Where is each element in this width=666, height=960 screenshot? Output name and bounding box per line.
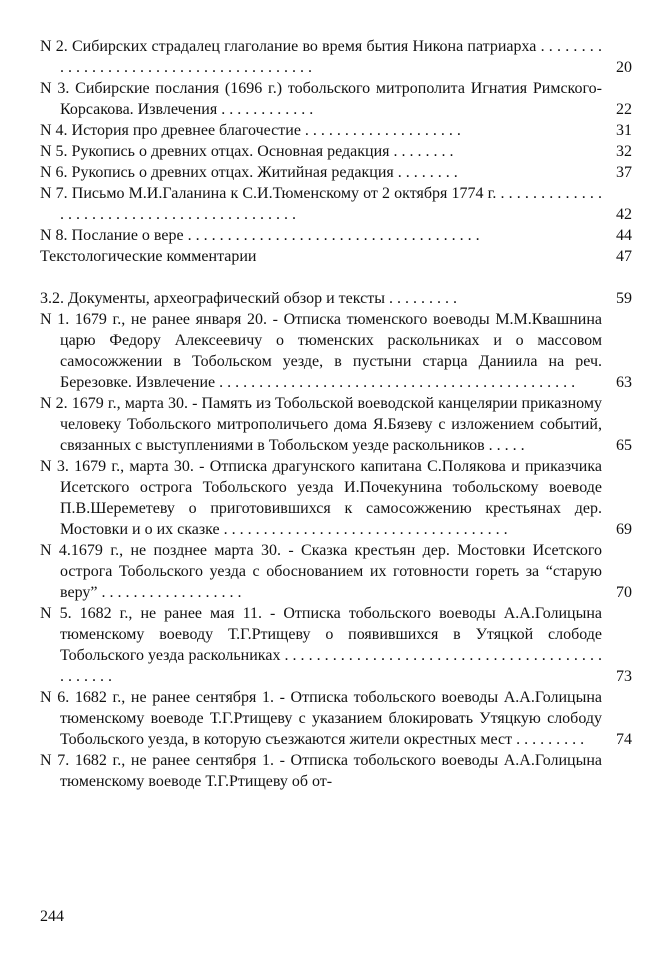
toc-entry-page: 70 xyxy=(616,584,632,601)
section-heading-text: 3.2. Документы, археографический обзор и тексты . . . . . . . . . xyxy=(40,290,457,307)
toc-entry-page: 22 xyxy=(616,101,632,118)
toc-entry-title: Текстологические комментарии xyxy=(40,248,257,265)
toc-entry-title: N 5. 1682 г., не ранее мая 11. - Отписка тобольского воеводы А.А.Голицына тюменскому воеводу Т.Г.Ртищеву о появившихся в Утяцкой слободе Тобольского уезда раскольниках . . . . . . . . . . . . . . . . . . . . . . . . . . . . . . . . . . . . . . . . . . . . . . . xyxy=(40,605,602,685)
toc-entry-page: 74 xyxy=(616,731,632,748)
toc-entry-title: N 6. 1682 г., не ранее сентября 1. - Отписка тобольского воеводы А.А.Голицына тюменскому воеводе Т.Г.Ртищеву с указанием блокировать Утяцкую слободу Тобольского уезда, в которую съезжаются жители окрестных мест . . . . . . . . . xyxy=(40,689,602,748)
table-of-contents xyxy=(40,36,632,792)
toc-entry xyxy=(40,162,632,183)
toc-entry xyxy=(40,603,632,687)
toc-entry-title: N 8. Послание о вере . . . . . . . . . . . . . . . . . . . . . . . . . . . . . . . . . . . . . xyxy=(40,227,480,244)
toc-part-2 xyxy=(40,309,632,792)
toc-entry-page: 42 xyxy=(616,206,632,223)
toc-entry-page: 65 xyxy=(616,437,632,454)
toc-entry-page: 44 xyxy=(616,227,632,244)
toc-entry-title: N 5. Рукопись о древних отцах. Основная редакция . . . . . . . . xyxy=(40,143,454,160)
toc-entry xyxy=(40,141,632,162)
page-number: 244 xyxy=(40,908,64,925)
toc-entry-title: N 4.1679 г., не позднее марта 30. - Сказка крестьян дер. Мостовки Исетского острога Тобольского уезда с обоснованием их готовности гореть за “старую веру” . . . . . . . . . . . . . . . . . . xyxy=(40,542,602,601)
toc-part-1 xyxy=(40,36,632,267)
toc-entry-title: N 3. Сибирские послания (1696 г.) тобольского митрополита Игнатия Римского-Корсакова. Извлечения . . . . . . . . . . . . xyxy=(40,80,602,118)
section-heading-page: 59 xyxy=(616,290,632,307)
toc-entry xyxy=(40,246,632,267)
toc-entry-title: N 1. 1679 г., не ранее января 20. - Отписка тюменского воеводы М.М.Квашнина царю Федору Алексеевичу о тюменских раскольниках и о массовом самосожжении в Тобольском уезде, в пустыни старца Даниила на реч. Березовке. Извлечение . . . . . . . . . . . . . . . . . . . . . . . . . . . . . . . . . . . . . . . . . . . . . xyxy=(40,311,602,391)
toc-entry-page: 37 xyxy=(616,164,632,181)
toc-entry-title: N 7. Письмо М.И.Галанина к С.И.Тюменскому от 2 октября 1774 г. . . . . . . . . . . . . . . . . . . . . . . . . . . . . . . . . . . . . . . . . . . . xyxy=(40,185,602,223)
toc-entry-page: 20 xyxy=(616,59,632,76)
toc-entry-page: 73 xyxy=(616,668,632,685)
toc-entry xyxy=(40,456,632,540)
toc-entry xyxy=(40,183,632,225)
toc-entry xyxy=(40,750,632,792)
toc-entry xyxy=(40,309,632,393)
toc-entry-page: 31 xyxy=(616,122,632,139)
toc-entry xyxy=(40,78,632,120)
toc-entry xyxy=(40,540,632,603)
toc-entry-page: 63 xyxy=(616,374,632,391)
toc-entry-title: N 3. 1679 г., марта 30. - Отписка драгунского капитана С.Полякова и приказчика Исетского острога Тобольского уезда И.Почекунина тобольскому воеводе П.В.Шереметеву о приготовившихся к самосожжению крестьянах дер. Мостовки и о их сказке . . . . . . . . . . . . . . . . . . . . . . . . . . . . . . . . . . . . xyxy=(40,458,602,538)
toc-entry xyxy=(40,687,632,750)
toc-entry-title: N 6. Рукопись о древних отцах. Житийная редакция . . . . . . . . xyxy=(40,164,458,181)
toc-entry xyxy=(40,120,632,141)
toc-entry-title: N 4. История про древнее благочестие . . . . . . . . . . . . . . . . . . . . xyxy=(40,122,461,139)
toc-entry-title: N 2. 1679 г., марта 30. - Память из Тобольской воеводской канцелярии приказному человеку Тобольского митрополичьего дома Я.Бязеву с изложением событий, связанных с выступлениями в Тобольском уезде раскольников . . . . . xyxy=(40,395,602,454)
toc-entry-title: N 2. Сибирских страдалец глаголание во время бытия Никона патриарха . . . . . . . . . . . . . . . . . . . . . . . . . . . . . . . . . . . . . . . . xyxy=(40,38,602,76)
toc-entry-page: 47 xyxy=(616,248,632,265)
toc-entry xyxy=(40,225,632,246)
toc-entry xyxy=(40,36,632,78)
toc-entry-page: 69 xyxy=(616,521,632,538)
section-heading xyxy=(40,288,632,309)
toc-entry xyxy=(40,393,632,456)
toc-entry-title: N 7. 1682 г., не ранее сентября 1. - Отписка тобольского воеводы А.А.Голицына тюменскому воеводе Т.Г.Ртищеву об от- xyxy=(40,752,602,790)
toc-entry-page: 32 xyxy=(616,143,632,160)
